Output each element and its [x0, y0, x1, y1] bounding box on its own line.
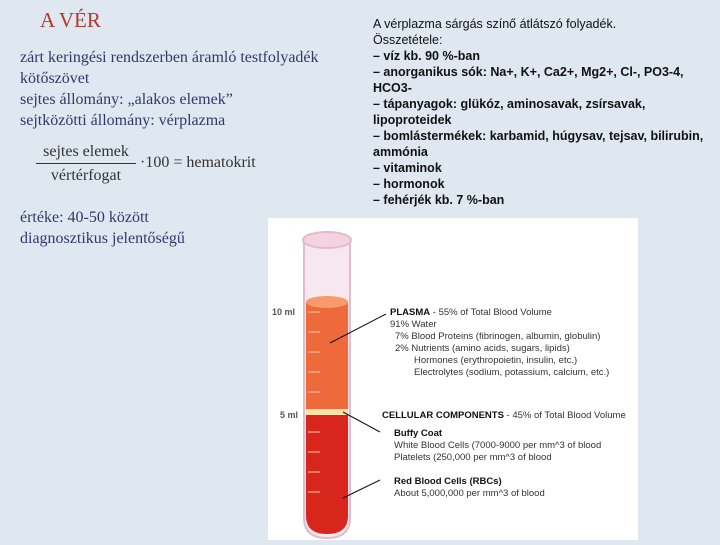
composition-item: – hormonok	[373, 177, 445, 191]
plasma-label: PLASMA - 55% of Total Blood Volume 91% Water 7% Blood Proteins (fibrinogen, albumin, globulin) 2% Nutrients (amino acids, sugars, lipids) Hormones (erythropoietin, insulin, etc.) Electrolytes (sodium, potassium, calcium, etc.)	[390, 307, 610, 378]
composition-item: – anorganikus sók: Na+, K+, Ca2+, Mg2+, Cl-, PO3-4, HCO3-	[373, 65, 684, 95]
rbc-label: Red Blood Cells (RBCs) About 5,000,000 per mm^3 of blood	[394, 476, 545, 499]
composition-item: – fehérjék kb. 7 %-ban	[373, 193, 505, 207]
composition-items	[373, 48, 718, 208]
composition-item: – bomlástermékek: karbamid, húgysav, tejsav, bilirubin, ammónia	[373, 129, 704, 159]
scale-5ml: 5 ml	[280, 410, 299, 420]
definition-line: zárt keringési rendszerben áramló testfolyadék	[20, 49, 319, 66]
formula-denominator: vértérfogat	[50, 167, 122, 184]
cellular-label: CELLULAR COMPONENTS - 45% of Total Blood Volume	[382, 410, 626, 421]
plasma-composition	[373, 16, 718, 208]
plasma-layer	[306, 302, 348, 412]
scale-10ml: 10 ml	[272, 307, 296, 317]
value-line: értéke: 40-50 között	[20, 209, 149, 226]
intro-text: A vérplazma sárgás színő átlátszó folyadék.	[373, 17, 617, 31]
buffy-coat-layer	[306, 409, 348, 415]
slide-title: A VÉR	[40, 8, 101, 32]
buffy-coat-label: Buffy Coat White Blood Cells (7000-9000 per mm^3 of blood Platelets (250,000 per mm^3 of blood	[394, 428, 602, 463]
hematocrit-formula	[36, 143, 276, 191]
composition-item: – tápanyagok: glükóz, aminosavak, zsírsavak, lipoproteidek	[373, 97, 646, 127]
definition-line: sejtközötti állomány: vérplazma	[20, 112, 226, 129]
definition-line: sejtes állomány: „alakos elemek”	[20, 91, 233, 108]
composition-item: – vitaminok	[373, 161, 442, 175]
test-tube-figure	[268, 218, 638, 540]
definition-line: kötőszövet	[20, 70, 90, 87]
value-line: diagnosztikus jelentőségű	[20, 230, 185, 247]
definition-list	[20, 47, 319, 131]
value-note	[20, 207, 185, 249]
formula-numerator: sejtes elemek	[36, 143, 136, 164]
composition-item: – víz kb. 90 %-ban	[373, 49, 480, 63]
rbc-layer	[306, 415, 348, 534]
composition-label: Összetétele:	[373, 33, 443, 47]
formula-rhs: ·100 = hematokrit	[140, 154, 256, 171]
